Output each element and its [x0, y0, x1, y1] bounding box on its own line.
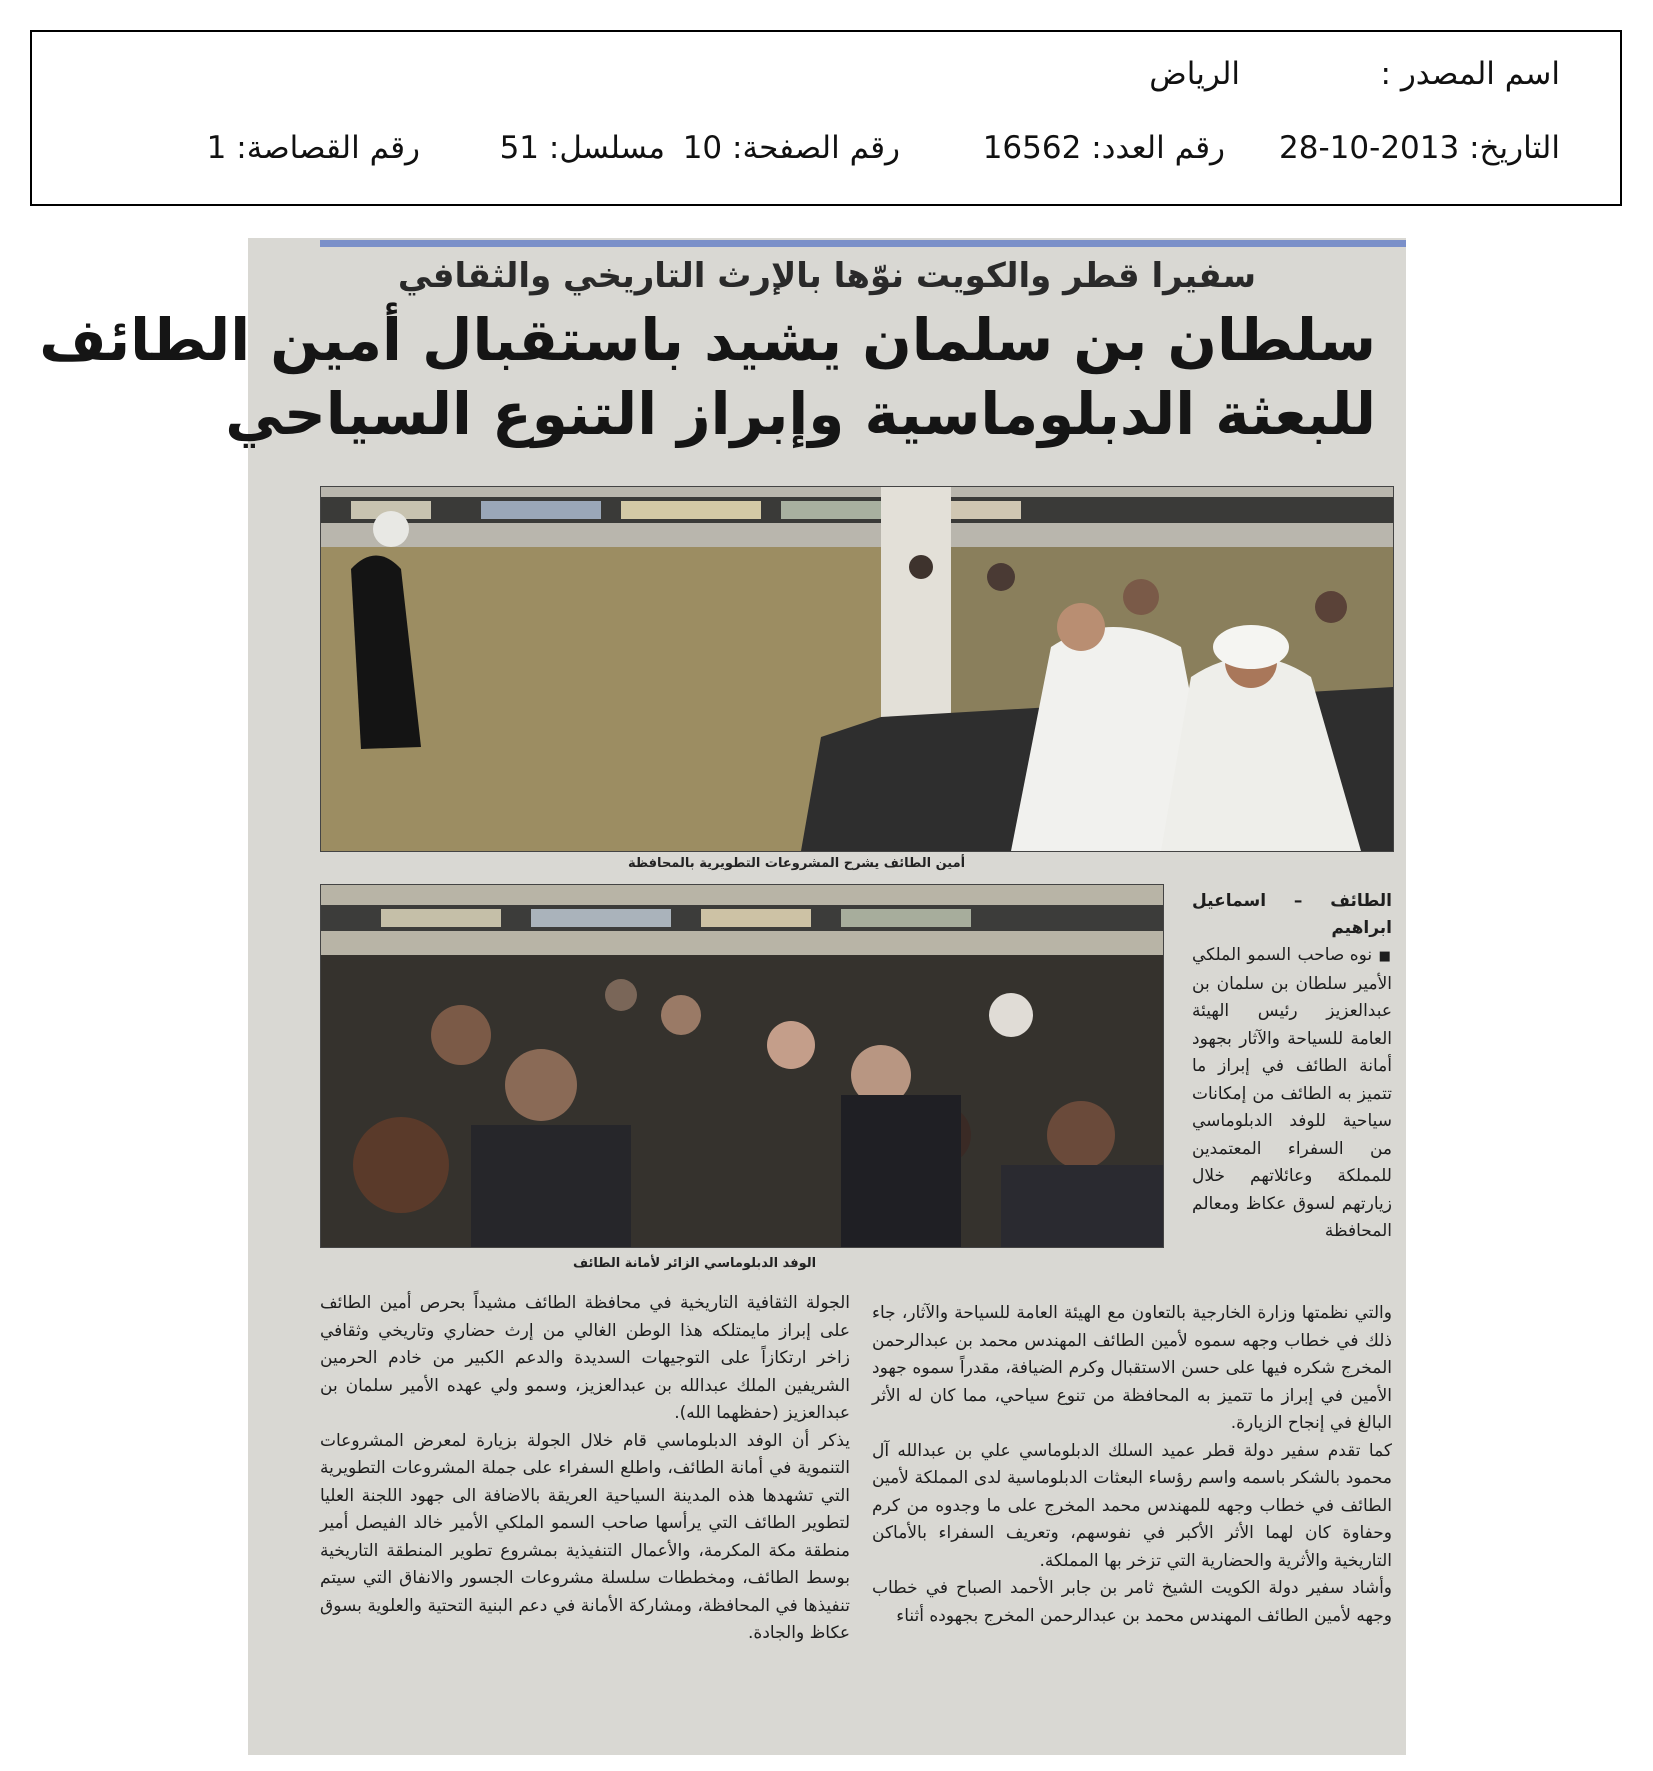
clip-label: رقم القصاصة: — [236, 130, 420, 166]
article-byline: الطائف – اسماعيل ابراهيم — [1192, 891, 1392, 938]
serial-value: 51 — [499, 130, 540, 166]
page-value: 10 — [682, 130, 723, 166]
photo-presentation — [320, 486, 1394, 852]
clip-top-border — [320, 240, 1406, 247]
delegation-photo-image — [321, 885, 1163, 1247]
page-label: رقم الصفحة: — [732, 130, 900, 166]
column-middle-paragraph-2: كما تقدم سفير دولة قطر عميد السلك الدبلوماسي علي بن عبدالله آل محمود بالشكر باسمه واسم رؤساء البعثات الدبلوماسية لدى المملكة لأمين الطائف في خطاب وجهه للمهندس محمد المخرج على ما وجدوه من كرم وحفاوة كان لهما الأثر الأكبر في نفوسهم، وتعريف السفراء بالأماكن التاريخية والأثرية والحضارية التي تزخر بها المملكة. — [872, 1440, 1392, 1571]
date-label: التاريخ: — [1469, 130, 1560, 166]
photo-presentation-caption: أمين الطائف يشرح المشروعات التطويرية بالمحافظة — [628, 856, 966, 871]
column-left-paragraph-1: الجولة الثقافية التاريخية في محافظة الطائف مشيداً بحرص أمين الطائف على إبراز مايمتلكه هذا الوطن الغالي من إرث حضاري وتاريخي وثقافي زاخر ارتكازاً على التوجيهات السديدة والدعم الكبير من خادم الحرمين الشريفين الملك عبدالله بن عبدالعزيز، وسمو ولي عهده الأمير سلمان بن عبدالعزيز (حفظهما الله). — [320, 1293, 850, 1423]
date-value: 2013-10-28 — [1279, 130, 1460, 166]
column-right-text: نوه صاحب السمو الملكي الأمير سلطان بن سلمان بن عبدالعزيز رئيس الهيئة العامة للسياحة والآثار بجهود أمانة الطائف في إبراز ما تتميز به الطائف من إمكانات سياحية للوفد الدبلوماسي من السفراء المعتمدين للمملكة وعائلاتهم خلال زيارتهم لسوق عكاظ ومعالم المحافظة — [1192, 945, 1392, 1241]
headline-line-1: سلطان بن سلمان يشيد باستقبال أمين الطائف — [39, 306, 1376, 374]
clip-field — [207, 130, 420, 166]
presentation-photo-image — [321, 487, 1393, 851]
headline-line-2: للبعثة الدبلوماسية وإبراز التنوع السياحي — [225, 380, 1376, 448]
serial-label: مسلسل: — [548, 130, 665, 166]
page-field — [683, 130, 900, 166]
source-label: اسم المصدر : — [1380, 56, 1560, 92]
column-left-paragraph-2: يذكر أن الوفد الدبلوماسي قام خلال الجولة بزيارة لمعرض المشروعات التنموية في أمانة الطائف، واطلع السفراء على جملة المشروعات التطويرية التي تشهدها هذه المدينة السياحية العريقة بالاضافة الى جهود اللجنة العليا لتطوير الطائف التي يرأسها صاحب السمو الملكي الأمير خالد الفيصل أمير منطقة مكة المكرمة، والأعمال التنفيذية بمشروع تطوير المنطقة التاريخية بوسط الطائف، ومخططات سلسلة مشروعات الجسور والانفاق التي سيتم تنفيذها في المحافظة، ومشاركة الأمانة في دعم البنية التحتية والعلوية بسوق عكاظ والجادة. — [320, 1430, 850, 1643]
issue-field — [983, 130, 1225, 166]
article-kicker: سفيرا قطر والكويت نوّها بالإرث التاريخي والثقافي — [397, 256, 1257, 296]
bullet-square-icon: ■ — [1378, 949, 1392, 964]
source-value: الرياض — [1149, 56, 1240, 92]
photo-delegation — [320, 884, 1164, 1248]
article-column-middle — [872, 1300, 1392, 1630]
date-field — [1279, 130, 1560, 166]
clip-value: 1 — [206, 130, 227, 166]
issue-value: 16562 — [982, 130, 1082, 166]
issue-label: رقم العدد: — [1091, 130, 1225, 166]
metadata-box — [30, 30, 1622, 206]
column-middle-paragraph-1: والتي نظمتها وزارة الخارجية بالتعاون مع الهيئة العامة للسياحة والآثار، جاء ذلك في خطاب وجهه سموه لأمين الطائف المهندس محمد بن عبدالرحمن المخرج شكره فيها على حسن الاستقبال وكرم الضيافة، مقدراً سموه جهود الأمين في إبراز ما تتميز به المحافظة من تنوع سياحي، مما كان له الأثر البالغ في إنجاح الزيارة. — [872, 1303, 1392, 1433]
photo-delegation-caption: الوفد الدبلوماسي الزائر لأمانة الطائف — [573, 1256, 817, 1271]
serial-field — [500, 130, 665, 166]
newspaper-clipping — [39, 238, 1406, 1755]
article-column-left — [320, 1290, 850, 1648]
column-middle-paragraph-3: وأشاد سفير دولة الكويت الشيخ ثامر بن جابر الأحمد الصباح في خطاب وجهه لأمين الطائف المهندس محمد بن عبدالرحمن المخرج بجهوده أثناء — [872, 1578, 1392, 1626]
article-column-right — [1192, 888, 1392, 1246]
